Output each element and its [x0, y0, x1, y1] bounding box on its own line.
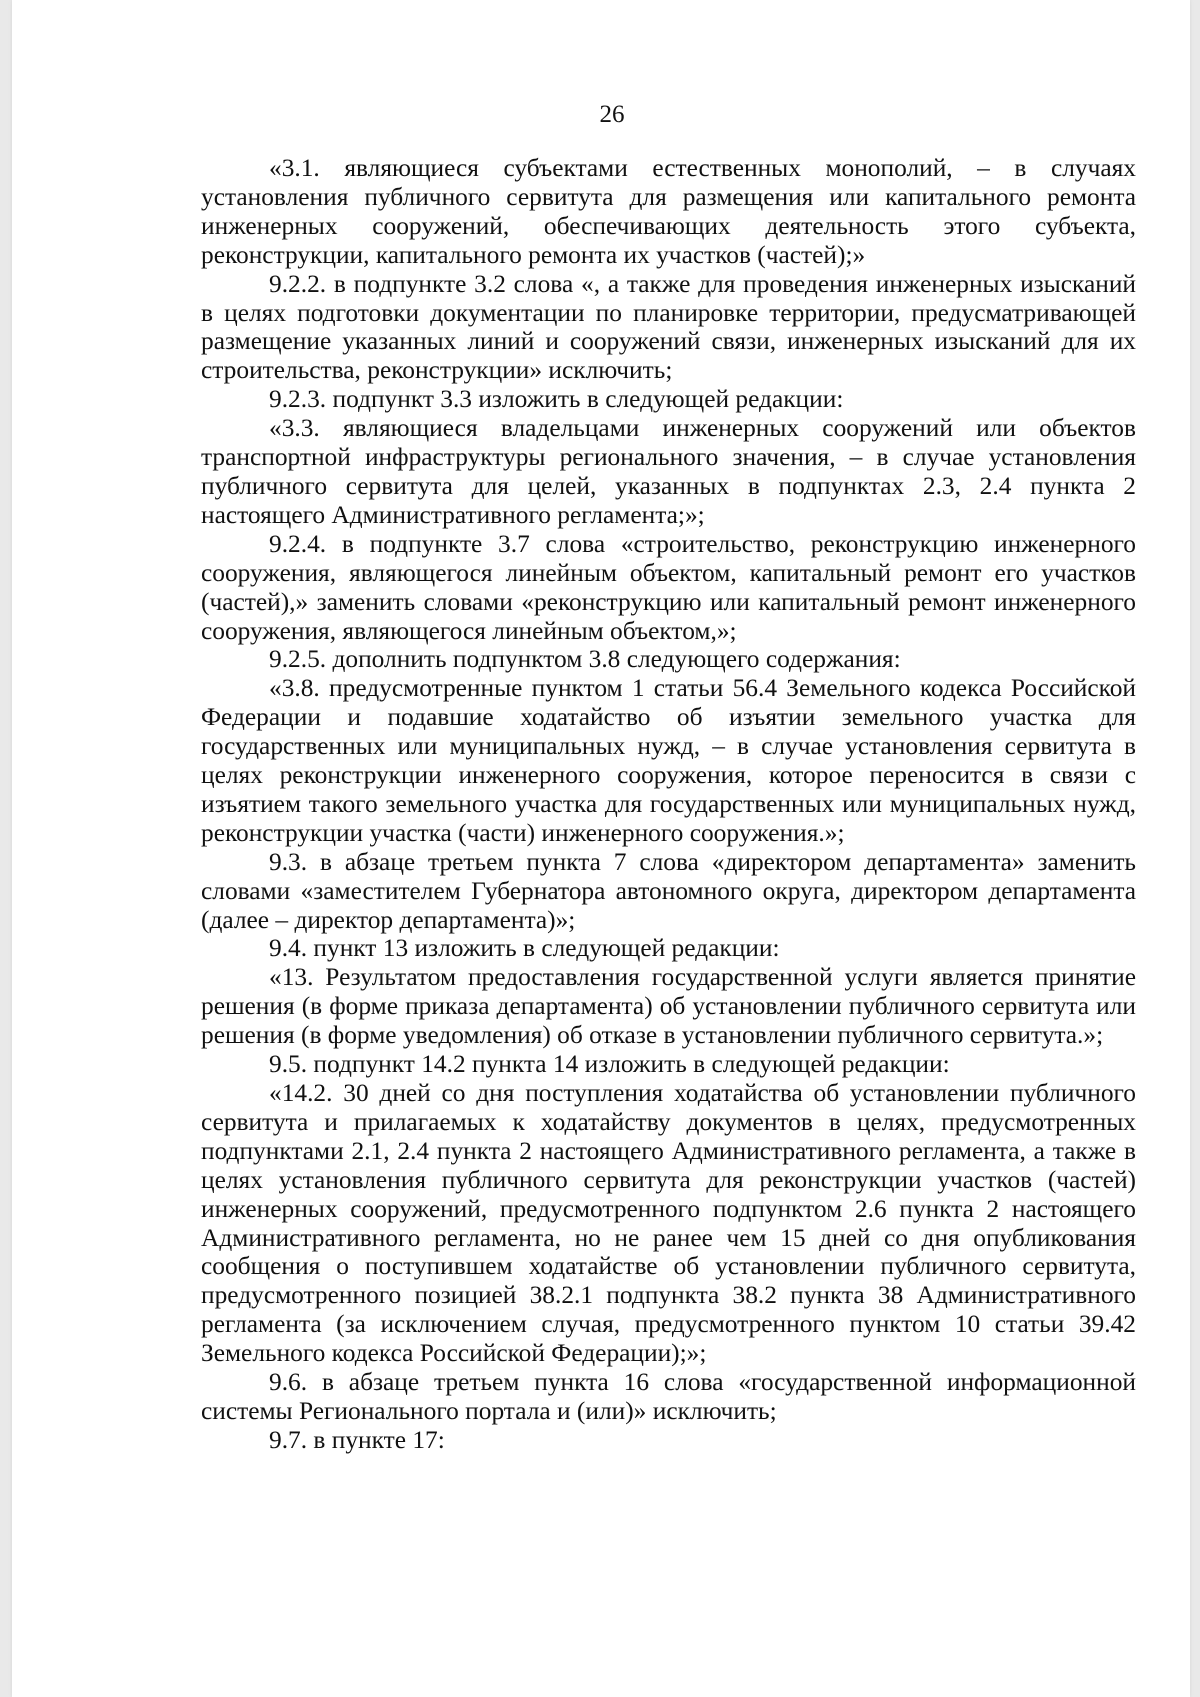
paragraph-9-4: 9.4. пункт 13 изложить в следующей редакции:	[269, 934, 780, 963]
paragraph-14-2: «14.2. 30 дней со дня поступления ходатайства об установлении публичного сервитута и прилагаемых к ходатайству документов в целях, предусмотренных подпунктами 2.1, 2.4 пункта 2 настоящего Административного регламента, а также в целях установления публичного сервитута для реконструкции участков (частей) инженерных сооружений, предусмотренного подпунктом 2.6 пункта 2 настоящего Административного регламента, но не ранее чем 15 дней со дня опубликования сообщения о поступившем ходатайстве об установлении публичного сервитута, предусмотренного позицией 38.2.1 подпункта 38.2 пункта 38 Административного регламента (за исключением случая, предусмотренного пунктом 10 статьи 39.42 Земельного кодекса Российской Федерации);»;	[201, 1079, 1136, 1368]
paragraph-9-5: 9.5. подпункт 14.2 пункта 14 изложить в следующей редакции:	[269, 1050, 950, 1079]
document-body	[201, 154, 1136, 1455]
paragraph-3-3: «3.3. являющиеся владельцами инженерных сооружений или объектов транспортной инфраструктуры регионального значения, – в случае установления публичного сервитута для целей, указанных в подпунктах 2.3, 2.4 пункта 2 настоящего Административного регламента;»;	[201, 414, 1136, 529]
paragraph-13: «13. Результатом предоставления государственной услуги является принятие решения (в форме приказа департамента) об установлении публичного сервитута или решения (в форме уведомления) об отказе в установлении публичного сервитута.»;	[201, 963, 1136, 1050]
document-page	[12, 0, 1190, 1697]
paragraph-9-2-4: 9.2.4. в подпункте 3.7 слова «строительство, реконструкцию инженерного сооружения, являющегося линейным объектом, капитальный ремонт его участков (частей),» заменить словами «реконструкцию или капитальный ремонт инженерного сооружения, являющегося линейным объектом,»;	[201, 529, 1136, 645]
paragraph-9-2-2: 9.2.2. в подпункте 3.2 слова «, а также для проведения инженерных изысканий в целях подготовки документации по планировке территории, предусматривающей размещение указанных линий и сооружений связи, инженерных изысканий для их строительства, реконструкции» исключить;	[201, 269, 1136, 385]
paragraph-9-6: 9.6. в абзаце третьем пункта 16 слова «государственной информационной системы Регионального портала и (или)» исключить;	[201, 1368, 1136, 1425]
paragraph-9-3: 9.3. в абзаце третьем пункта 7 слова «директором департамента» заменить словами «заместителем Губернатора автономного округа, директором департамента (далее – директор департамента)»;	[201, 847, 1136, 934]
paragraph-3-1: «3.1. являющиеся субъектами естественных монополий, – в случаях установления публичного сервитута для размещения или капитального ремонта инженерных сооружений, обеспечивающих деятельность этого субъекта, реконструкции, капитального ремонта их участков (частей);»	[201, 154, 1136, 269]
paragraph-9-7: 9.7. в пункте 17:	[269, 1425, 445, 1454]
page-number: 26	[599, 101, 625, 128]
paragraph-3-8: «3.8. предусмотренные пунктом 1 статьи 56.4 Земельного кодекса Российской Федерации и подавшие ходатайство об изъятии земельного участка для государственных или муниципальных нужд, – в случае установления сервитута в целях реконструкции инженерного сооружения, которое переносится в связи с изъятием такого земельного участка для государственных или муниципальных нужд, реконструкции участка (части) инженерного сооружения.»;	[201, 674, 1136, 847]
paragraph-9-2-3: 9.2.3. подпункт 3.3 изложить в следующей редакции:	[269, 385, 844, 414]
paragraph-9-2-5: 9.2.5. дополнить подпунктом 3.8 следующего содержания:	[269, 645, 901, 674]
